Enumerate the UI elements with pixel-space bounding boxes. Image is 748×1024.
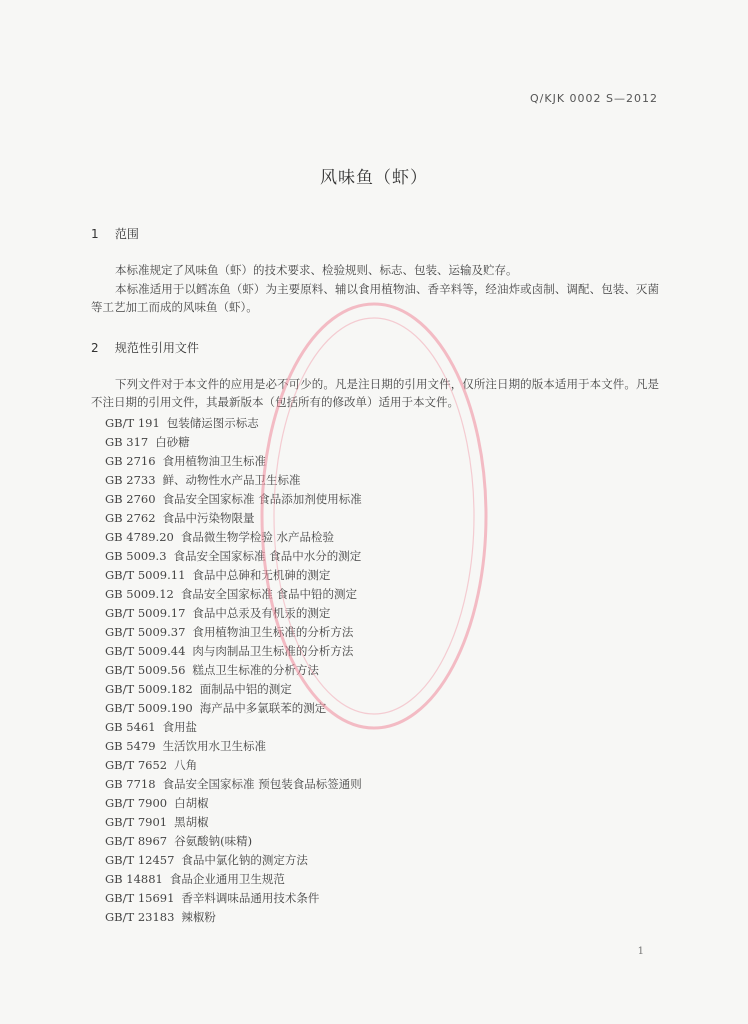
reference-item — [105, 604, 362, 623]
reference-item — [105, 642, 362, 661]
section-2-heading — [91, 339, 199, 356]
reference-title: 白砂糖 — [155, 435, 190, 449]
reference-code: GB/T 5009.11 — [105, 568, 186, 582]
reference-item — [105, 813, 362, 832]
reference-title: 食品中氯化钠的测定方法 — [181, 853, 308, 867]
reference-item — [105, 414, 362, 433]
reference-title: 八角 — [174, 758, 198, 772]
reference-code: GB/T 191 — [105, 416, 160, 430]
scope-paragraph-1: 本标准规定了风味鱼（虾）的技术要求、检验规则、标志、包装、运输及贮存。 — [115, 263, 518, 277]
reference-item — [105, 889, 362, 908]
reference-title: 鲜、动物性水产品卫生标准 — [162, 473, 301, 487]
reference-code: GB/T 5009.44 — [105, 644, 186, 658]
reference-title: 食用植物油卫生标准 — [162, 454, 267, 468]
reference-title: 香辛料调味品通用技术条件 — [181, 891, 320, 905]
reference-code: GB/T 23183 — [105, 910, 175, 924]
reference-item — [105, 661, 362, 680]
reference-code: GB 2762 — [105, 511, 156, 525]
reference-code: GB/T 5009.182 — [105, 682, 193, 696]
reference-title: 海产品中多氯联苯的测定 — [199, 701, 327, 715]
reference-item — [105, 756, 362, 775]
reference-code: GB/T 12457 — [105, 853, 175, 867]
reference-item — [105, 718, 362, 737]
reference-item — [105, 509, 362, 528]
reference-title: 食品微生物学检验 水产品检验 — [180, 530, 335, 544]
reference-title: 糕点卫生标准的分析方法 — [192, 663, 319, 677]
document-title: 风味鱼（虾） — [320, 168, 428, 188]
reference-title: 肉与肉制品卫生标准的分析方法 — [192, 644, 354, 658]
reference-code: GB 317 — [105, 435, 149, 449]
normative-references-list — [105, 414, 362, 927]
reference-item — [105, 870, 362, 889]
reference-item — [105, 566, 362, 585]
reference-item — [105, 794, 362, 813]
reference-item — [105, 471, 362, 490]
reference-title: 包装储运图示标志 — [166, 416, 259, 430]
reference-title: 食品中总汞及有机汞的测定 — [192, 606, 331, 620]
reference-code: GB 2733 — [105, 473, 156, 487]
reference-code: GB 5009.12 — [105, 587, 174, 601]
section-1-heading — [91, 225, 139, 242]
reference-item — [105, 737, 362, 756]
reference-code: GB/T 15691 — [105, 891, 175, 905]
reference-item — [105, 490, 362, 509]
reference-title: 白胡椒 — [174, 796, 209, 810]
reference-item — [105, 585, 362, 604]
reference-code: GB/T 7900 — [105, 796, 168, 810]
reference-code: GB/T 5009.190 — [105, 701, 193, 715]
reference-item — [105, 908, 362, 927]
reference-title: 黑胡椒 — [174, 815, 209, 829]
reference-item — [105, 623, 362, 642]
reference-item — [105, 699, 362, 718]
reference-title: 食用盐 — [162, 720, 198, 734]
reference-title: 食品企业通用卫生规范 — [169, 872, 285, 886]
reference-title: 食品安全国家标准 预包装食品标签通则 — [162, 777, 362, 791]
reference-code: GB/T 5009.17 — [105, 606, 186, 620]
reference-code: GB 5479 — [105, 739, 156, 753]
standard-code: Q/KJK 0002 S—2012 — [530, 92, 658, 105]
reference-title: 辣椒粉 — [181, 910, 216, 924]
reference-item — [105, 832, 362, 851]
reference-title: 食品中污染物限量 — [162, 511, 255, 525]
reference-code: GB 5461 — [105, 720, 156, 734]
reference-code: GB 14881 — [105, 872, 163, 886]
reference-code: GB 2760 — [105, 492, 156, 506]
reference-title: 生活饮用水卫生标准 — [162, 739, 267, 753]
page-number: 1 — [637, 946, 644, 957]
reference-item — [105, 851, 362, 870]
reference-code: GB/T 5009.37 — [105, 625, 186, 639]
reference-code: GB/T 7652 — [105, 758, 168, 772]
reference-item — [105, 528, 362, 547]
reference-code: GB/T 8967 — [105, 834, 168, 848]
reference-title: 食品安全国家标准 食品中水分的测定 — [173, 549, 362, 563]
reference-item — [105, 433, 362, 452]
section-number: 1 — [91, 227, 99, 241]
reference-item — [105, 680, 362, 699]
section-title: 范围 — [114, 227, 139, 241]
section-number: 2 — [91, 341, 99, 355]
reference-code: GB 7718 — [105, 777, 156, 791]
reference-item — [105, 775, 362, 794]
reference-code: GB 5009.3 — [105, 549, 167, 563]
reference-title: 食品中总砷和无机砷的测定 — [192, 568, 331, 582]
reference-title: 面制品中铝的测定 — [199, 682, 292, 696]
reference-code: GB/T 5009.56 — [105, 663, 186, 677]
reference-title: 谷氨酸钠(味精) — [174, 834, 253, 848]
reference-code: GB 4789.20 — [105, 530, 174, 544]
reference-code: GB/T 7901 — [105, 815, 168, 829]
reference-code: GB 2716 — [105, 454, 156, 468]
reference-title: 食品安全国家标准 食品添加剂使用标准 — [162, 492, 362, 506]
scope-paragraph-2: 本标准适用于以鳕冻鱼（虾）为主要原料、辅以食用植物油、香辛料等，经油炸或卤制、调配、包装、灭菌等工艺加工而成的风味鱼（虾）。 — [91, 282, 659, 314]
reference-item — [105, 452, 362, 471]
section-title: 规范性引用文件 — [114, 341, 199, 355]
reference-title: 食用植物油卫生标准的分析方法 — [192, 625, 354, 639]
reference-title: 食品安全国家标准 食品中铅的测定 — [180, 587, 358, 601]
references-intro-paragraph: 下列文件对于本文件的应用是必不可少的。凡是注日期的引用文件，仅所注日期的版本适用于本文件。凡是不注日期的引用文件，其最新版本（包括所有的修改单）适用于本文件。 — [91, 377, 659, 409]
reference-item — [105, 547, 362, 566]
